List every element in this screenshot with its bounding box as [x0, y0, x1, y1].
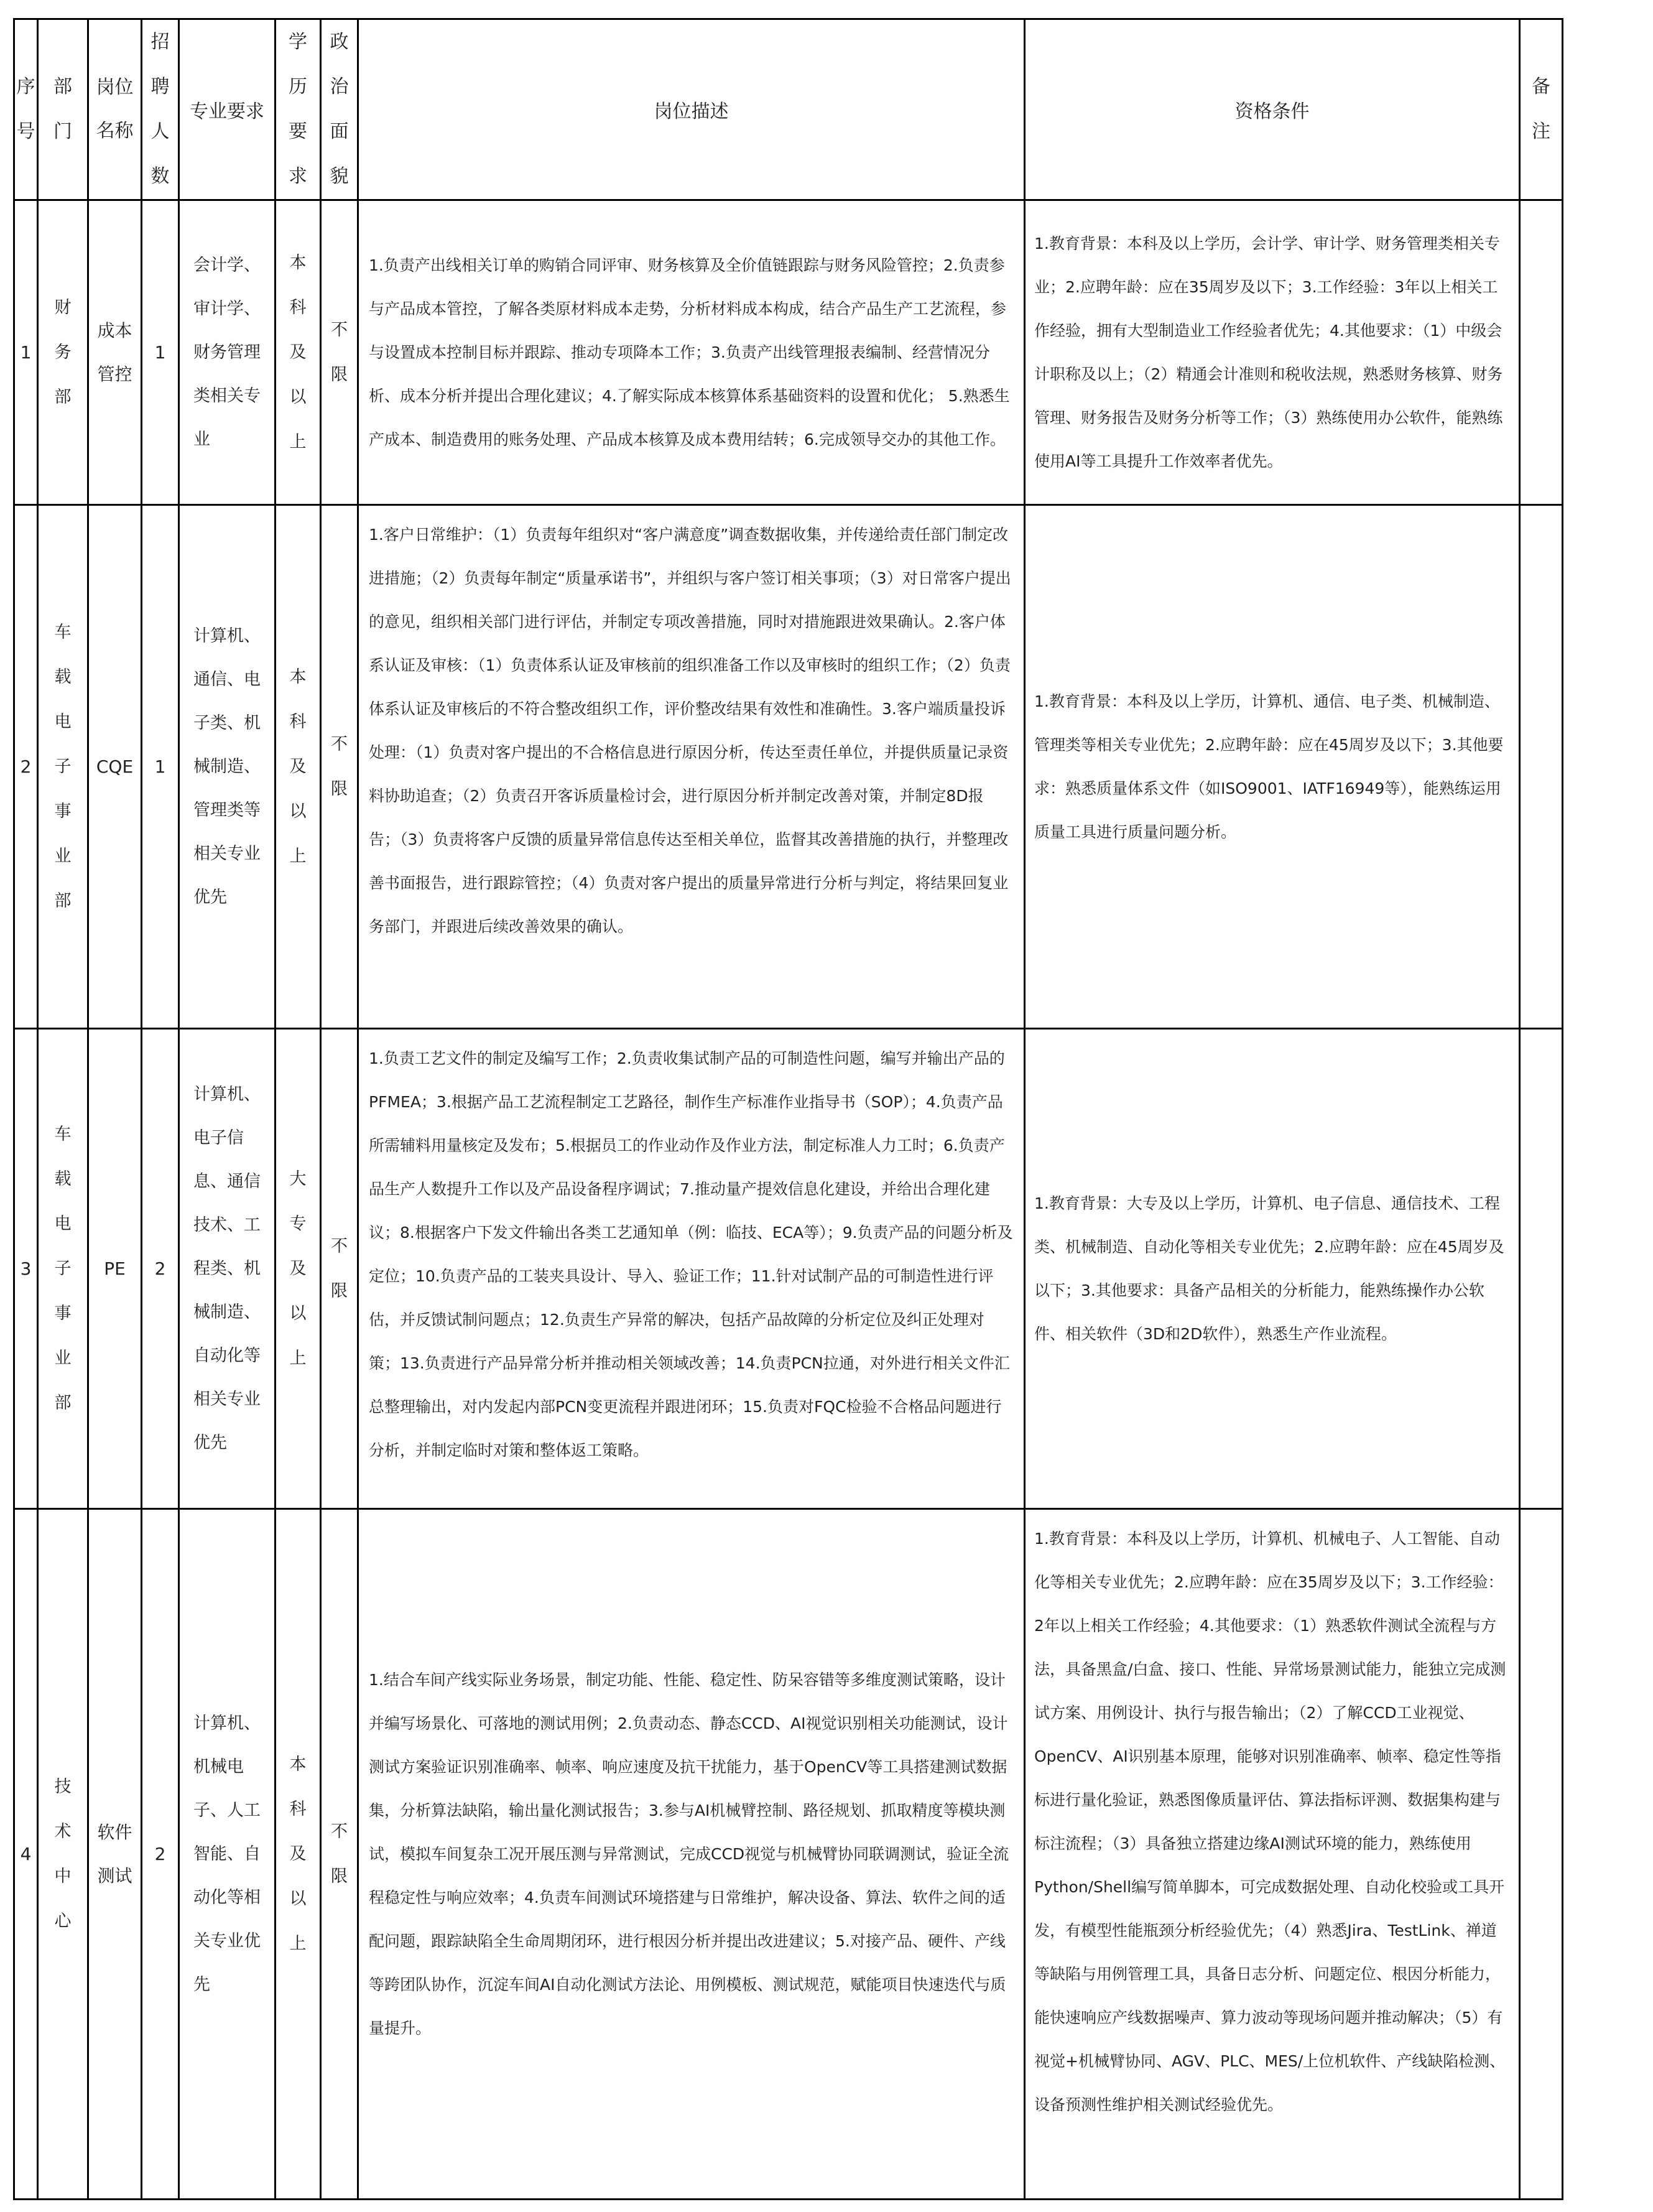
row-major: 计算机、机械电子、人工智能、自动化等相关专业优先 — [179, 1509, 276, 2200]
row-position: CQE — [88, 505, 142, 1029]
row-description: 1.负责产出线相关订单的购销合同评审、财务核算及全价值链跟踪与财务风险管控；2.负责参与产品成本管控，了解各类原材料成本走势，分析材料成本构成，结合产品生产工艺流程，参与设置成本控制目标并跟踪、推动专项降本工作；3.负责产出线管理报表编制、经营情况分析、成本分析并提出合理化建议；4.了解实际成本核算体系基础资料的设置和优化； 5.熟悉生产成本、制造费用的账务处理、产品成本核算及成本费用结转；6.完成领导交办的其他工作。 — [358, 200, 1025, 505]
header-dept: 部门 — [38, 19, 88, 200]
row-political: 不限 — [321, 1029, 358, 1509]
row-education: 本科及以上 — [276, 200, 321, 505]
row-qualifications: 1.教育背景：本科及以上学历，计算机、通信、电子类、机械制造、管理类等相关专业优先；2.应聘年龄：应在45周岁及以下；3.其他要求：熟悉质量体系文件（如ISO9001、IATF16949等），能熟练运用质量工具进行质量问题分析。 — [1025, 505, 1520, 1029]
row-no: 3 — [14, 1029, 38, 1509]
row-political: 不限 — [321, 1509, 358, 2200]
row-position: PE — [88, 1029, 142, 1509]
recruitment-table — [13, 18, 1563, 2200]
row-major: 计算机、电子信息、通信技术、工程类、机械制造、自动化等相关专业优先 — [179, 1029, 276, 1509]
row-major: 计算机、通信、电子类、机械制造、管理类等相关专业优先 — [179, 505, 276, 1029]
header-education: 学历要求 — [276, 19, 321, 200]
row-remarks — [1520, 200, 1563, 505]
row-description: 1.客户日常维护：（1）负责每年组织对“客户满意度”调查数据收集，并传递给责任部门制定改进措施；（2）负责每年制定“质量承诺书”，并组织与客户签订相关事项；（3）对日常客户提出的意见，组织相关部门进行评估，并制定专项改善措施，同时对措施跟进效果确认。2.客户体系认证及审核：（1）负责体系认证及审核前的组织准备工作以及审核时的组织工作；（2）负责体系认证及审核后的不符合整改组织工作，评价整改结果有效性和准确性。3.客户端质量投诉处理：（1）负责对客户提出的不合格信息进行原因分析，传达至责任单位，并提供质量记录资料协助追查；（2）负责召开客诉质量检讨会，进行原因分析并制定改善对策，并制定8D报告；（3）负责将客户反馈的质量异常信息传达至相关单位，监督其改善措施的执行，并整理改善书面报告，进行跟踪管控；（4）负责对客户提出的质量异常进行分析与判定，将结果回复业务部门，并跟进后续改善效果的确认。 — [358, 505, 1025, 1029]
row-position: 软件测试 — [88, 1509, 142, 2200]
header-major: 专业要求 — [179, 19, 276, 200]
row-no: 1 — [14, 200, 38, 505]
row-qualifications: 1.教育背景：本科及以上学历，计算机、机械电子、人工智能、自动化等相关专业优先；2.应聘年龄：应在35周岁及以下；3.工作经验：2年以上相关工作经验；4.其他要求：（1）熟悉软件测试全流程与方法，具备黑盒/白盒、接口、性能、异常场景测试能力，能独立完成测试方案、用例设计、执行与报告输出；（2）了解CCD工业视觉、OpenCV、AI识别基本原理，能够对识别准确率、帧率、稳定性等指标进行量化验证，熟悉图像质量评估、算法指标评测、数据集构建与标注流程；（3）具备独立搭建边缘AI测试环境的能力，熟练使用Python/Shell编写简单脚本，可完成数据处理、自动化校验或工具开发，有模型性能瓶颈分析经验优先；（4）熟悉Jira、TestLink、禅道等缺陷与用例管理工具，具备日志分析、问题定位、根因分析能力，能快速响应产线数据噪声、算力波动等现场问题并推动解决；（5）有视觉+机械臂协同、AGV、PLC、MES/上位机软件、产线缺陷检测、设备预测性维护相关测试经验优先。 — [1025, 1509, 1520, 2200]
row-no: 2 — [14, 505, 38, 1029]
header-no: 序号 — [14, 19, 38, 200]
row-no: 4 — [14, 1509, 38, 2200]
header-remarks: 备注 — [1520, 19, 1563, 200]
table-row — [14, 1509, 1563, 2200]
row-headcount: 1 — [142, 200, 179, 505]
row-political: 不限 — [321, 505, 358, 1029]
table-row — [14, 200, 1563, 505]
row-position: 成本管控 — [88, 200, 142, 505]
header-qualifications: 资格条件 — [1025, 19, 1520, 200]
header-headcount: 招聘人数 — [142, 19, 179, 200]
row-dept: 财务部 — [38, 200, 88, 505]
header-position: 岗位名称 — [88, 19, 142, 200]
header-row — [14, 19, 1563, 200]
row-political: 不限 — [321, 200, 358, 505]
row-description: 1.负责工艺文件的制定及编写工作；2.负责收集试制产品的可制造性问题，编写并输出产品的PFMEA；3.根据产品工艺流程制定工艺路径，制作生产标准作业指导书（SOP）；4.负责产品所需辅料用量核定及发布；5.根据员工的作业动作及作业方法，制定标准人力工时；6.负责产品生产人数提升工作以及产品设备程序调试；7.推动量产提效信息化建设，并给出合理化建议；8.根据客户下发文件输出各类工艺通知单（例：临技、ECA等）；9.负责产品的问题分析及定位；10.负责产品的工装夹具设计、导入、验证工作；11.针对试制产品的可制造性进行评估，并反馈试制问题点；12.负责生产异常的解决，包括产品故障的分析定位及纠正处理对策；13.负责进行产品异常分析并推动相关领域改善；14.负责PCN拉通，对外进行相关文件汇总整理输出，对内发起内部PCN变更流程并跟进闭环；15.负责对FQC检验不合格品问题进行分析，并制定临时对策和整体返工策略。 — [358, 1029, 1025, 1509]
row-headcount: 1 — [142, 505, 179, 1029]
row-dept: 车载电子事业部 — [38, 505, 88, 1029]
row-remarks — [1520, 505, 1563, 1029]
row-remarks — [1520, 1029, 1563, 1509]
row-major: 会计学、审计学、财务管理类相关专业 — [179, 200, 276, 505]
table-row — [14, 505, 1563, 1029]
row-dept: 技术中心 — [38, 1509, 88, 2200]
header-description: 岗位描述 — [358, 19, 1025, 200]
row-remarks — [1520, 1509, 1563, 2200]
header-political: 政治面貌 — [321, 19, 358, 200]
table-row — [14, 1029, 1563, 1509]
row-education: 本科及以上 — [276, 505, 321, 1029]
row-headcount: 2 — [142, 1029, 179, 1509]
row-headcount: 2 — [142, 1509, 179, 2200]
row-education: 本科及以上 — [276, 1509, 321, 2200]
row-qualifications: 1.教育背景：大专及以上学历，计算机、电子信息、通信技术、工程类、机械制造、自动化等相关专业优先；2.应聘年龄：应在45周岁及以下；3.其他要求：具备产品相关的分析能力，能熟练操作办公软件、相关软件（3D和2D软件），熟悉生产作业流程。 — [1025, 1029, 1520, 1509]
row-dept: 车载电子事业部 — [38, 1029, 88, 1509]
row-qualifications: 1.教育背景：本科及以上学历，会计学、审计学、财务管理类相关专业；2.应聘年龄：应在35周岁及以下；3.工作经验：3年以上相关工作经验，拥有大型制造业工作经验者优先；4.其他要求：（1）中级会计职称及以上；（2）精通会计准则和税收法规，熟悉财务核算、财务管理、财务报告及财务分析等工作；（3）熟练使用办公软件，能熟练使用AI等工具提升工作效率者优先。 — [1025, 200, 1520, 505]
row-description: 1.结合车间产线实际业务场景，制定功能、性能、稳定性、防呆容错等多维度测试策略，设计并编写场景化、可落地的测试用例；2.负责动态、静态CCD、AI视觉识别相关功能测试，设计测试方案验证识别准确率、帧率、响应速度及抗干扰能力，基于OpenCV等工具搭建测试数据集，分析算法缺陷，输出量化测试报告；3.参与AI机械臂控制、路径规划、抓取精度等模块测试，模拟车间复杂工况开展压测与异常测试，完成CCD视觉与机械臂协同联调测试，验证全流程稳定性与响应效率；4.负责车间测试环境搭建与日常维护，解决设备、算法、软件之间的适配问题，跟踪缺陷全生命周期闭环，进行根因分析并提出改进建议；5.对接产品、硬件、产线等跨团队协作，沉淀车间AI自动化测试方法论、用例模板、测试规范，赋能项目快速迭代与质量提升。 — [358, 1509, 1025, 2200]
row-education: 大专及以上 — [276, 1029, 321, 1509]
